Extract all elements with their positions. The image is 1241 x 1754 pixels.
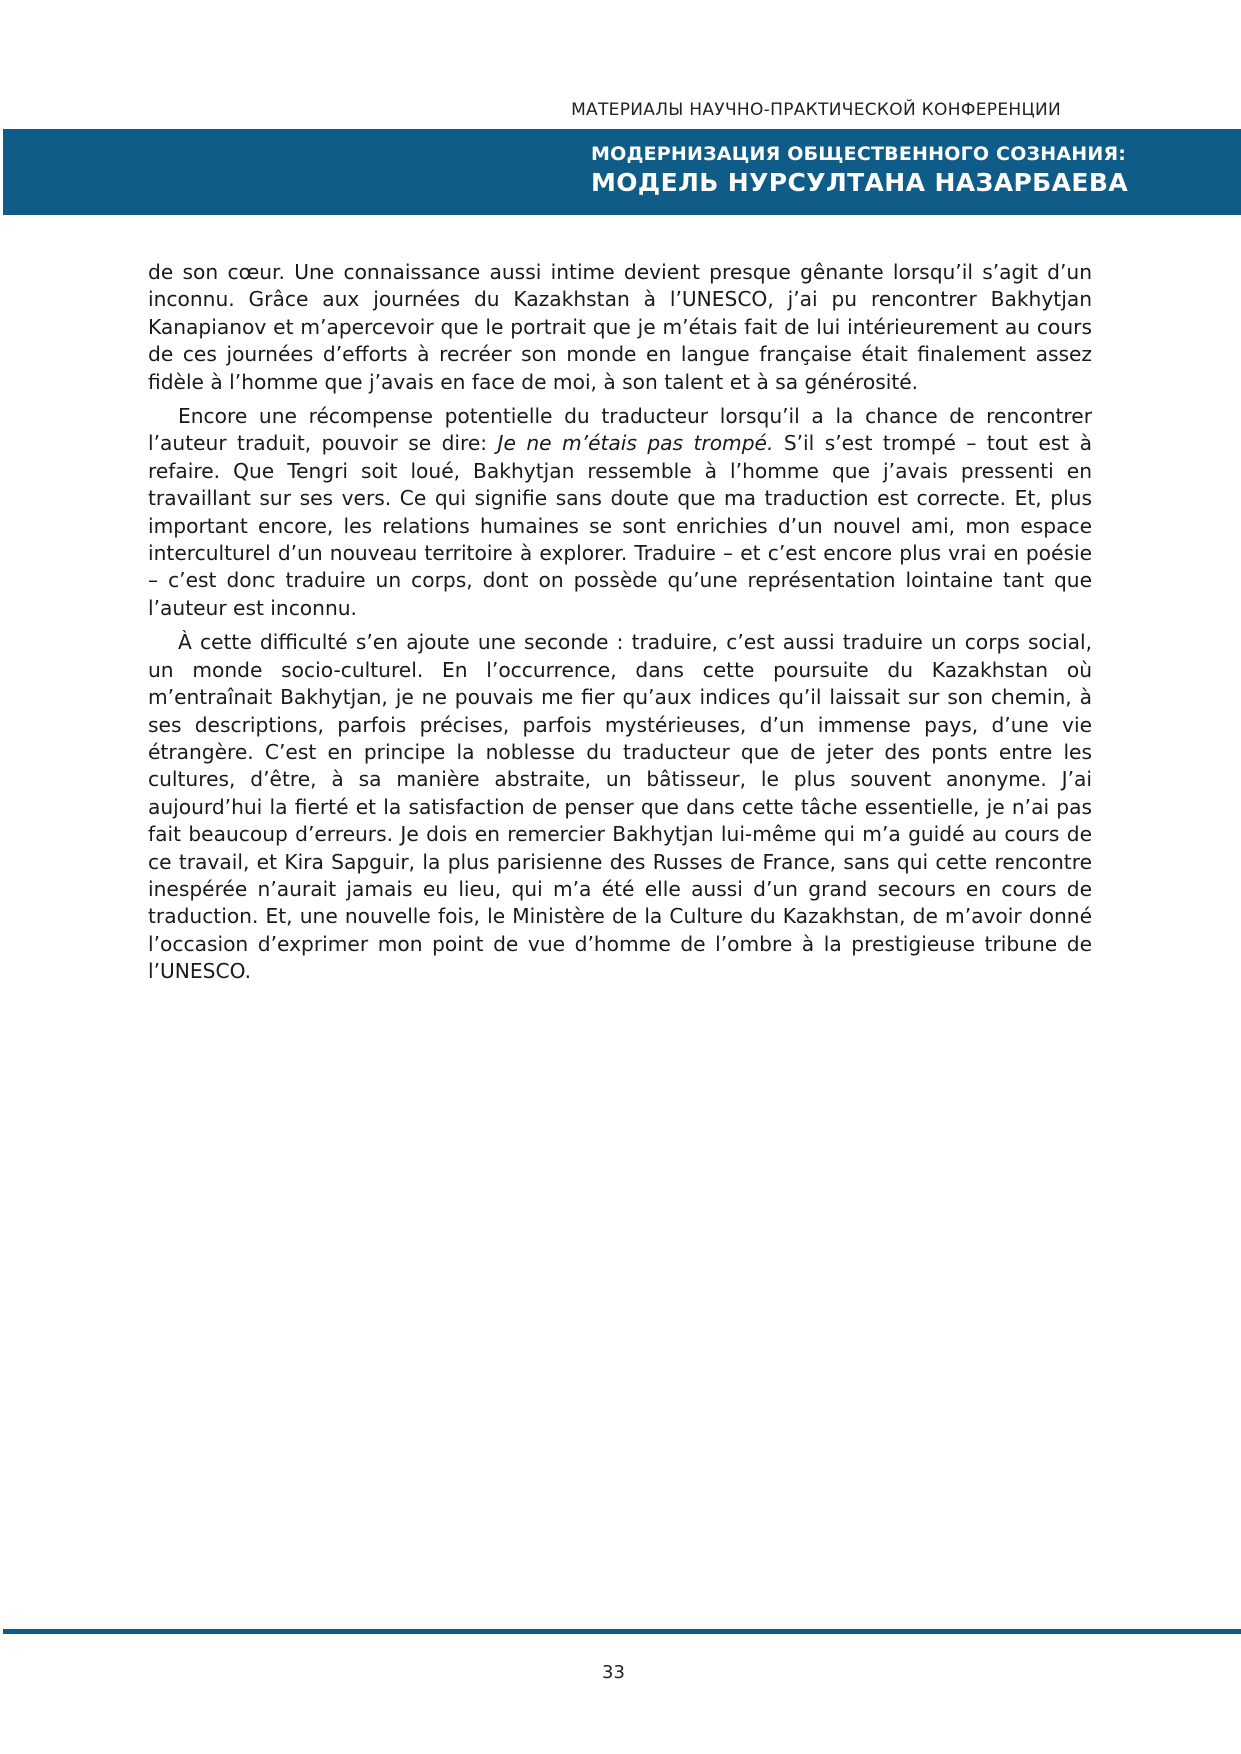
paragraph-2-text-start: Encore une récompense potentielle du traducteur lorsqu’il a la chance de rencontrer l’auteur traduit, pouvoir se dire: [148, 404, 1092, 456]
footer-rule [3, 1629, 1241, 1634]
paragraph-1: de son cœur. Une connaissance aussi intime devient presque gênante lorsqu’il s’agit d’un inconnu. Grâce aux journées du Kazakhstan à l’UNESCO, j’ai pu rencontrer Bakhytjan Kanapianov et m’apercevoir que le portrait que je m’étais fait de lui intérieurement au cours de ces journées d’efforts à recréer son monde en langue française était finalement assez fidèle à l’homme que j’avais en face de moi, à son talent et à sa générosité. [148, 260, 1092, 394]
paragraph-2-italic-quote: Je ne m’étais pas trompé. [497, 431, 774, 456]
paragraph-3: À cette difficulté s’en ajoute une seconde : traduire, c’est aussi traduire un corps social, un monde socio-culturel. En l’occurrence, dans cette poursuite du Kazakhstan où m’entraînait Bakhytjan, je ne pouvais me fier qu’aux indices qu’il laissait sur son chemin, à ses descriptions, parfois précises, parfois mystérieuses, d’un immense pays, d’une vie étrangère. C’est en principe la noblesse du traducteur que de jeter des ponts entre les cultures, d’être, à sa manière abstraite, un bâtisseur, le plus souvent anonyme. J’ai aujourd’hui la fierté et la satisfaction de penser que dans cette tâche essentielle, je n’ai pas fait beaucoup d’erreurs. Je dois en remercier Bakhytjan lui-même qui m’a guidé au cours de ce travail, et Kira Sapguir, la plus parisienne des Russes de France, sans qui cette rencontre inespérée n’aurait jamais eu lieu, qui m’a été elle aussi d’un grand secours en cours de traduction. Et, une nouvelle fois, le Ministère de la Culture du Kazakhstan, de m’avoir donné l’occasion d’exprimer mon point de vue d’homme de l’ombre à la prestigieuse tribune de l’UNESCO. [148, 630, 1092, 984]
article-body [148, 259, 1092, 993]
page-number: 33 [602, 1662, 625, 1683]
conference-supertitle: МАТЕРИАЛЫ НАУЧНО-ПРАКТИЧЕСКОЙ КОНФЕРЕНЦИИ [571, 100, 1061, 120]
paragraph-2 [148, 403, 1092, 622]
banner-title-line2: МОДЕЛЬ НУРСУЛТАНА НАЗАРБАЕВА [591, 168, 1129, 197]
paragraph-2-text-end: S’il s’est trompé – tout est à refaire. Que Tengri soit loué, Bakhytjan ressemble à l’homme que j’avais pressenti en travaillant sur ses vers. Ce qui signifie sans doute que ma traduction est correcte. Et, plus important encore, les relations humaines se sont enrichies d’un nouvel ami, mon espace interculturel d’un nouveau territoire à explorer. Traduire – et c’est encore plus vrai en poésie – c’est donc traduire un corps, dont on possède qu’une représentation lointaine tant que l’auteur est inconnu. [148, 431, 1092, 620]
banner-title-line1: МОДЕРНИЗАЦИЯ ОБЩЕСТВЕННОГО СОЗНАНИЯ: [591, 143, 1127, 165]
